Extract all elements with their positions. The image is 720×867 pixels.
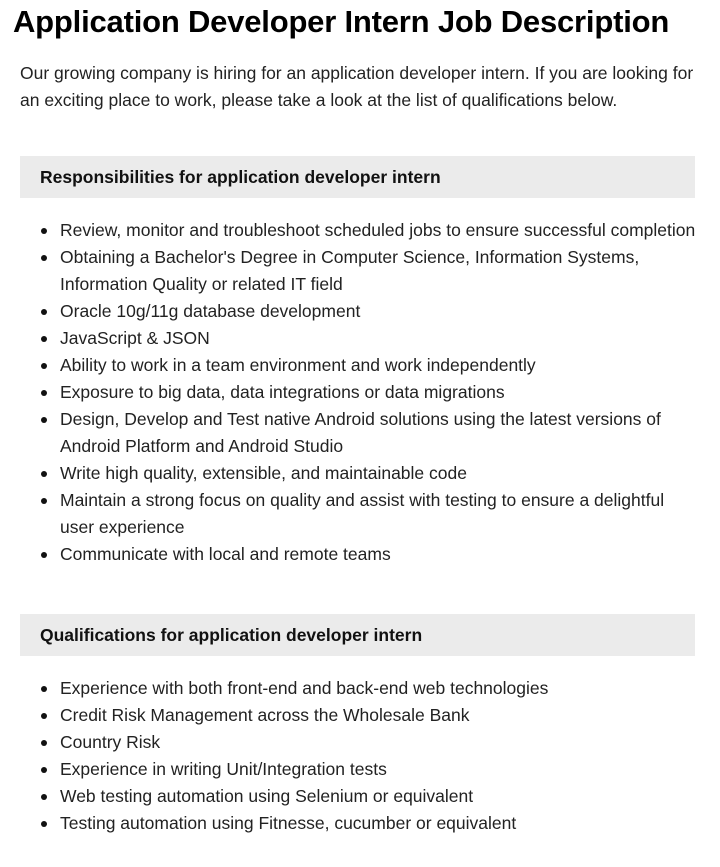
list-item <box>20 460 700 487</box>
list-item <box>20 325 700 352</box>
responsibilities-list <box>20 217 700 568</box>
list-item <box>20 244 700 298</box>
bullet-icon <box>41 794 47 800</box>
qualifications-header <box>20 614 695 656</box>
list-item-text: Obtaining a Bachelor's Degree in Computer Science, Information Systems, Information Quality or related IT field <box>60 247 640 294</box>
list-item-text: Experience with both front-end and back-end web technologies <box>60 678 549 698</box>
responsibilities-header <box>20 156 695 198</box>
list-item <box>20 379 700 406</box>
bullet-icon <box>41 498 47 504</box>
bullet-icon <box>41 336 47 342</box>
page-title: Application Developer Intern Job Description <box>13 4 670 39</box>
list-item-text: Communicate with local and remote teams <box>60 544 391 564</box>
list-item-text: Ability to work in a team environment and work independently <box>60 355 536 375</box>
list-item-text: Design, Develop and Test native Android solutions using the latest versions of Android Platform and Android Studio <box>60 409 661 456</box>
list-item-text: Maintain a strong focus on quality and assist with testing to ensure a delightful user experience <box>60 490 665 537</box>
bullet-icon <box>41 390 47 396</box>
list-item <box>20 298 700 325</box>
bullet-icon <box>41 417 47 423</box>
list-item-text: JavaScript & JSON <box>60 328 210 348</box>
bullet-icon <box>41 552 47 558</box>
responsibilities-heading: Responsibilities for application developer intern <box>40 167 441 187</box>
list-item-text: Experience in writing Unit/Integration tests <box>60 759 387 779</box>
list-item <box>20 729 700 756</box>
list-item-text: Exposure to big data, data integrations or data migrations <box>60 382 505 402</box>
bullet-icon <box>41 228 47 234</box>
bullet-icon <box>41 686 47 692</box>
list-item-text: Web testing automation using Selenium or equivalent <box>60 786 474 806</box>
bullet-icon <box>41 740 47 746</box>
list-item <box>20 487 700 541</box>
list-item-text: Write high quality, extensible, and maintainable code <box>60 463 467 483</box>
qualifications-list <box>20 675 700 837</box>
list-item <box>20 810 700 837</box>
list-item <box>20 783 700 810</box>
list-item-text: Credit Risk Management across the Wholesale Bank <box>60 705 470 725</box>
bullet-icon <box>41 471 47 477</box>
bullet-icon <box>41 309 47 315</box>
list-item-text: Testing automation using Fitnesse, cucumber or equivalent <box>60 813 517 833</box>
list-item <box>20 756 700 783</box>
list-item <box>20 702 700 729</box>
list-item <box>20 675 700 702</box>
bullet-icon <box>41 255 47 261</box>
list-item-text: Country Risk <box>60 732 161 752</box>
bullet-icon <box>41 713 47 719</box>
list-item <box>20 541 700 568</box>
bullet-icon <box>41 767 47 773</box>
bullet-icon <box>41 821 47 827</box>
list-item-text: Review, monitor and troubleshoot scheduled jobs to ensure successful completion <box>60 220 696 240</box>
list-item <box>20 406 700 460</box>
qualifications-heading: Qualifications for application developer intern <box>40 625 423 645</box>
intro-paragraph: Our growing company is hiring for an application developer intern. If you are looking for an exciting place to work, please take a look at the list of qualifications below. <box>20 63 694 110</box>
list-item <box>20 217 700 244</box>
list-item-text: Oracle 10g/11g database development <box>60 301 361 321</box>
list-item <box>20 352 700 379</box>
bullet-icon <box>41 363 47 369</box>
